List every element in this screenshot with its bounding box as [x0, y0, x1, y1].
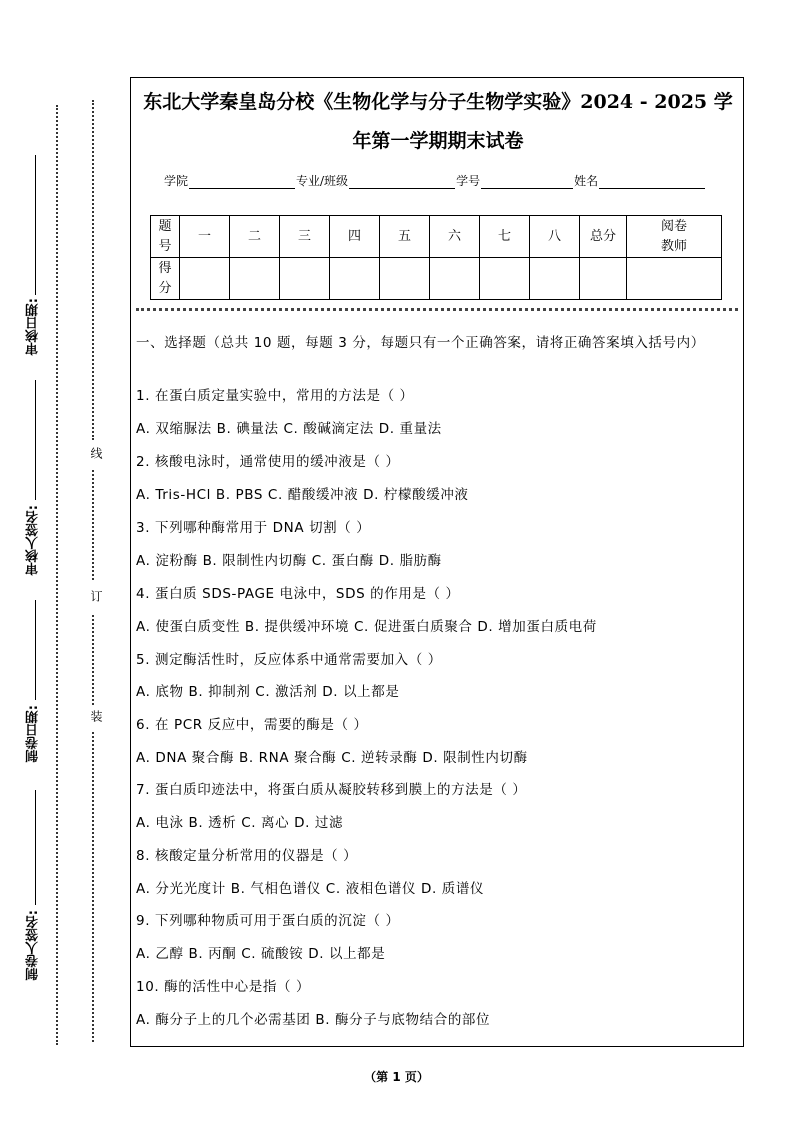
options-10: A. 酶分子上的几个必需基团 B. 酶分子与底物结合的部位: [136, 1012, 491, 1028]
school-label: 学院: [164, 174, 189, 188]
section-heading: 一、选择题（总共 10 题，每题 3 分，每题只有一个正确答案，请将正确答案填入括号内）: [136, 335, 705, 351]
col-head-3: 三: [280, 216, 330, 258]
col-head-7: 七: [480, 216, 530, 258]
col-head-4: 四: [330, 216, 380, 258]
score-table: [150, 215, 722, 300]
score-cell[interactable]: [180, 258, 230, 300]
score-cell[interactable]: [530, 258, 580, 300]
question-4: 4. 蛋白质 SDS-PAGE 电泳中，SDS 的作用是（ ）: [136, 586, 460, 602]
exam-title-line2: 年第一学期期末试卷: [352, 130, 524, 152]
binding-word-order: 订: [89, 590, 103, 602]
left-dotted-line: [56, 105, 58, 1045]
options-5: A. 底物 B. 抑制剂 C. 激活剂 D. 以上都是: [136, 684, 400, 700]
options-6: A. DNA 聚合酶 B. RNA 聚合酶 C. 逆转录酶 D. 限制性内切酶: [136, 750, 528, 766]
student-info-row: [164, 172, 706, 189]
score-cell[interactable]: [230, 258, 280, 300]
row-head-number: 题 号: [151, 216, 180, 258]
maker-date-label: 制卷日期:: [26, 705, 41, 763]
row-head-score: 得 分: [151, 258, 180, 300]
col-head-5: 五: [380, 216, 430, 258]
binding-word-line: 线: [89, 447, 103, 459]
col-head-8: 八: [530, 216, 580, 258]
options-4: A. 使蛋白质变性 B. 提供缓冲环境 C. 促进蛋白质聚合 D. 增加蛋白质电荷: [136, 619, 597, 635]
question-9: 9. 下列哪种物质可用于蛋白质的沉淀（ ）: [136, 913, 400, 929]
score-cell[interactable]: [430, 258, 480, 300]
col-head-6: 六: [430, 216, 480, 258]
score-cell[interactable]: [330, 258, 380, 300]
question-10: 10. 酶的活性中心是指（ ）: [136, 979, 311, 995]
reviewer-signature-line: [35, 380, 36, 500]
maker-signature-label: 制卷人签名:: [26, 910, 41, 981]
binding-dotted-line-lower: [92, 615, 94, 705]
options-3: A. 淀粉酶 B. 限制性内切酶 C. 蛋白酶 D. 脂肪酶: [136, 553, 442, 569]
question-6: 6. 在 PCR 反应中，需要的酶是（ ）: [136, 717, 368, 733]
major-blank[interactable]: [349, 174, 455, 189]
binding-dotted-line-mid: [92, 470, 94, 580]
page-number: （第 1 页）: [364, 1070, 429, 1084]
reviewer-signature-label: 审核人签名:: [26, 505, 41, 576]
options-2: A. Tris-HCl B. PBS C. 醋酸缓冲液 D. 柠檬酸缓冲液: [136, 487, 469, 503]
name-blank[interactable]: [599, 174, 705, 189]
school-blank[interactable]: [189, 174, 295, 189]
options-8: A. 分光光度计 B. 气相色谱仪 C. 液相色谱仪 D. 质谱仪: [136, 881, 485, 897]
student-id-blank[interactable]: [481, 174, 573, 189]
question-8: 8. 核酸定量分析常用的仪器是（ ）: [136, 848, 358, 864]
col-head-2: 二: [230, 216, 280, 258]
score-cell[interactable]: [280, 258, 330, 300]
score-cell-total[interactable]: [580, 258, 627, 300]
col-head-grader: 阅卷 教师: [627, 216, 722, 258]
reviewer-date-label: 审核日期:: [26, 298, 41, 356]
binding-dotted-line-top: [92, 100, 94, 440]
question-5: 5. 测定酶活性时，反应体系中通常需要加入（ ）: [136, 652, 442, 668]
col-head-total: 总分: [580, 216, 627, 258]
score-cell[interactable]: [380, 258, 430, 300]
maker-signature-line: [35, 790, 36, 905]
options-9: A. 乙醇 B. 丙酮 C. 硫酸铵 D. 以上都是: [136, 946, 386, 962]
student-id-label: 学号: [456, 174, 481, 188]
maker-date-line: [35, 600, 36, 700]
reviewer-date-line: [35, 155, 36, 295]
question-3: 3. 下列哪种酶常用于 DNA 切割（ ）: [136, 520, 371, 536]
binding-dotted-line-bottom: [92, 732, 94, 1042]
grader-cell[interactable]: [627, 258, 722, 300]
options-7: A. 电泳 B. 透析 C. 离心 D. 过滤: [136, 815, 344, 831]
dotted-separator: [136, 308, 738, 311]
binding-word-fold: 装: [89, 710, 103, 722]
major-label: 专业/班级: [296, 174, 349, 188]
score-cell[interactable]: [480, 258, 530, 300]
question-2: 2. 核酸电泳时，通常使用的缓冲液是（ ）: [136, 454, 400, 470]
exam-title-line1: 东北大学秦皇岛分校《生物化学与分子生物学实验》2024 - 2025 学: [143, 91, 733, 113]
question-7: 7. 蛋白质印迹法中，将蛋白质从凝胶转移到膜上的方法是（ ）: [136, 782, 527, 798]
options-1: A. 双缩脲法 B. 碘量法 C. 酸碱滴定法 D. 重量法: [136, 421, 442, 437]
col-head-1: 一: [180, 216, 230, 258]
question-1: 1. 在蛋白质定量实验中，常用的方法是（ ）: [136, 388, 414, 404]
name-label: 姓名: [574, 174, 599, 188]
